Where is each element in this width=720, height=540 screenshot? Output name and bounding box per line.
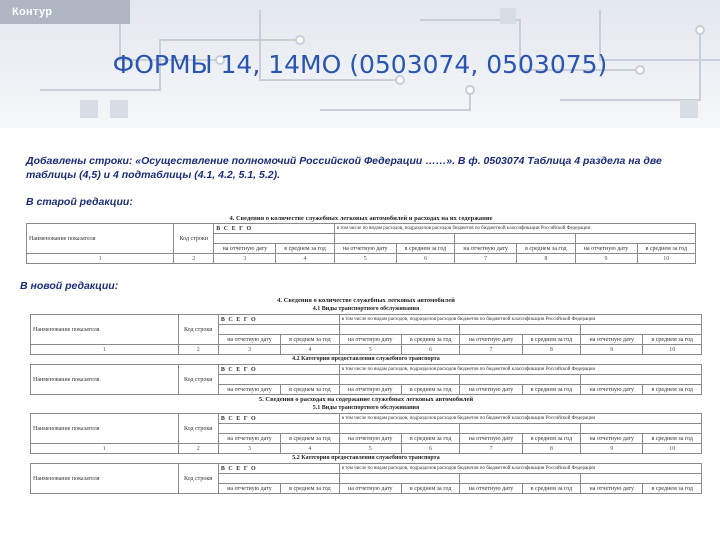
t51-num-9: 9 — [581, 444, 643, 454]
t51-date-1: на отчетную дату — [218, 434, 280, 444]
old-col-date-2: на отчетную дату — [334, 244, 396, 254]
old-num-6: 6 — [396, 254, 454, 264]
t51-date-2: на отчетную дату — [339, 434, 401, 444]
t41-num-10: 10 — [643, 345, 702, 355]
t42-avg-2: в среднем за год — [401, 385, 460, 395]
new-table-5-1 — [30, 413, 702, 454]
t51-avg-2: в среднем за год — [401, 434, 460, 444]
t41-num-1: 1 — [31, 345, 179, 355]
t42-avg-3: в среднем за год — [522, 385, 581, 395]
old-num-10: 10 — [637, 254, 695, 264]
logo-text: Контур — [12, 6, 53, 18]
t41-part-header: в том числе по видам расходов, подразделов расходов бюджетов по бюджетной классификации Российской Федерации — [339, 315, 701, 325]
t42-date-1: на отчетную дату — [218, 385, 280, 395]
t41-total: В С Е Г О — [218, 315, 339, 325]
t42-avg-1: в среднем за год — [281, 385, 340, 395]
t41-avg-3: в среднем за год — [522, 335, 581, 345]
old-total-header: В С Е Г О — [214, 224, 334, 234]
t51-code-header: Код строки — [178, 414, 218, 444]
old-code-header: Код строки — [174, 224, 214, 254]
t52-avg-1: в среднем за год — [281, 484, 340, 494]
t41-date-1: на отчетную дату — [218, 335, 280, 345]
old-table-caption: 4. Сведения о количестве служебных легковых автомобилей и расходах на их содержание — [229, 215, 493, 222]
t51-num-10: 10 — [643, 444, 702, 454]
old-num-9: 9 — [575, 254, 637, 264]
old-num-8: 8 — [517, 254, 575, 264]
new-t42-caption: 4.2 Категории предоставления служебного транспорта — [292, 356, 440, 362]
t41-num-4: 4 — [281, 345, 340, 355]
old-col-avg-1: в среднем за год — [276, 244, 334, 254]
new-t41-caption: 4.1 Виды транспортного обслуживания — [312, 306, 420, 312]
t42-code-header: Код строки — [178, 365, 218, 395]
old-num-4: 4 — [276, 254, 334, 264]
new-version-label: В новой редакции: — [20, 280, 119, 292]
t42-date-2: на отчетную дату — [339, 385, 401, 395]
t51-num-1: 1 — [31, 444, 179, 454]
t52-date-4: на отчетную дату — [581, 484, 643, 494]
new-table-scan — [30, 296, 702, 494]
t41-date-2: на отчетную дату — [339, 335, 401, 345]
old-col-date-1: на отчетную дату — [214, 244, 276, 254]
old-num-3: 3 — [214, 254, 276, 264]
t42-avg-4: в среднем за год — [643, 385, 702, 395]
t52-avg-3: в среднем за год — [522, 484, 581, 494]
old-col-date-3: на отчетную дату — [455, 244, 517, 254]
t51-num-8: 8 — [522, 444, 581, 454]
new-t4-caption: 4. Сведения о количестве служебных легковых автомобилей — [277, 297, 455, 304]
t51-num-6: 6 — [401, 444, 460, 454]
t42-date-3: на отчетную дату — [460, 385, 522, 395]
t51-num-2: 2 — [178, 444, 218, 454]
t51-total: В С Е Г О — [218, 414, 339, 424]
new-table-4-1 — [30, 314, 702, 355]
t41-avg-4: в среднем за год — [643, 335, 702, 345]
page-title: ФОРМЫ 14, 14МО (0503074, 0503075) — [112, 50, 608, 79]
t41-code-header: Код строки — [178, 315, 218, 345]
slide-content — [0, 128, 720, 540]
t51-date-3: на отчетную дату — [460, 434, 522, 444]
intro-text: Добавлены строки: «Осуществление полномочий Российской Федерации ……». В ф. 0503074 Таблица 4 раздела на две таблицы (4,5) и 4 подтаблицы (4.1, 4.2, 5.1, 5.2). — [26, 155, 662, 181]
old-table — [26, 223, 696, 264]
t51-part-header: в том числе по видам расходов, подразделов расходов бюджетов по бюджетной классификации Российской Федерации — [339, 414, 701, 424]
t41-num-8: 8 — [522, 345, 581, 355]
t52-date-2: на отчетную дату — [339, 484, 401, 494]
t51-date-4: на отчетную дату — [581, 434, 643, 444]
t52-avg-2: в среднем за год — [401, 484, 460, 494]
t51-name-header: Наименование показателя — [31, 414, 179, 444]
t52-code-header: Код строки — [178, 464, 218, 494]
old-col-avg-2: в среднем за год — [396, 244, 454, 254]
t42-part-header: в том числе по видам расходов, подразделов расходов бюджетов по бюджетной классификации Российской Федерации — [339, 365, 701, 375]
t51-avg-4: в среднем за год — [643, 434, 702, 444]
old-num-2: 2 — [174, 254, 214, 264]
old-num-1: 1 — [27, 254, 174, 264]
old-num-7: 7 — [455, 254, 517, 264]
t52-total: В С Е Г О — [218, 464, 339, 474]
t41-avg-2: в среднем за год — [401, 335, 460, 345]
t51-num-7: 7 — [460, 444, 522, 454]
t41-name-header: Наименование показателя — [31, 315, 179, 345]
t41-num-7: 7 — [460, 345, 522, 355]
header-banner — [0, 0, 720, 128]
old-num-5: 5 — [334, 254, 396, 264]
t41-num-5: 5 — [339, 345, 401, 355]
old-col-avg-4: в среднем за год — [637, 244, 695, 254]
t42-date-4: на отчетную дату — [581, 385, 643, 395]
t41-num-3: 3 — [218, 345, 280, 355]
t51-avg-3: в среднем за год — [522, 434, 581, 444]
old-col-date-4: на отчетную дату — [575, 244, 637, 254]
t41-avg-1: в среднем за год — [281, 335, 340, 345]
t52-part-header: в том числе по видам расходов, подразделов расходов бюджетов по бюджетной классификации Российской Федерации — [339, 464, 701, 474]
t52-avg-4: в среднем за год — [643, 484, 702, 494]
t52-name-header: Наименование показателя — [31, 464, 179, 494]
new-t52-caption: 5.2 Категория предоставления служебного транспорта — [292, 455, 440, 461]
t42-total: В С Е Г О — [218, 365, 339, 375]
t41-num-9: 9 — [581, 345, 643, 355]
t41-num-6: 6 — [401, 345, 460, 355]
old-name-header: Наименование показателя — [27, 224, 174, 254]
t52-date-1: на отчетную дату — [218, 484, 280, 494]
old-part-header: в том числе по видам расходов, подразделов расходов бюджетов по бюджетной классификации Российской Федерации — [334, 224, 695, 234]
t42-name-header: Наименование показателя — [31, 365, 179, 395]
new-t51-caption: 5.1 Виды транспортного обслуживания — [312, 405, 420, 411]
old-col-avg-3: в среднем за год — [517, 244, 575, 254]
new-table-5-2 — [30, 463, 702, 494]
t41-date-4: на отчетную дату — [581, 335, 643, 345]
old-table-scan — [26, 214, 696, 264]
new-t5-caption: 5. Сведения о расходах на содержание служебных легковых автомобилей — [258, 396, 474, 403]
t41-date-3: на отчетную дату — [460, 335, 522, 345]
t52-date-3: на отчетную дату — [460, 484, 522, 494]
t51-avg-1: в среднем за год — [281, 434, 340, 444]
old-version-label: В старой редакции: — [26, 196, 133, 208]
t51-num-4: 4 — [281, 444, 340, 454]
t51-num-3: 3 — [218, 444, 280, 454]
t51-num-5: 5 — [339, 444, 401, 454]
t41-num-2: 2 — [178, 345, 218, 355]
new-table-4-2 — [30, 364, 702, 395]
